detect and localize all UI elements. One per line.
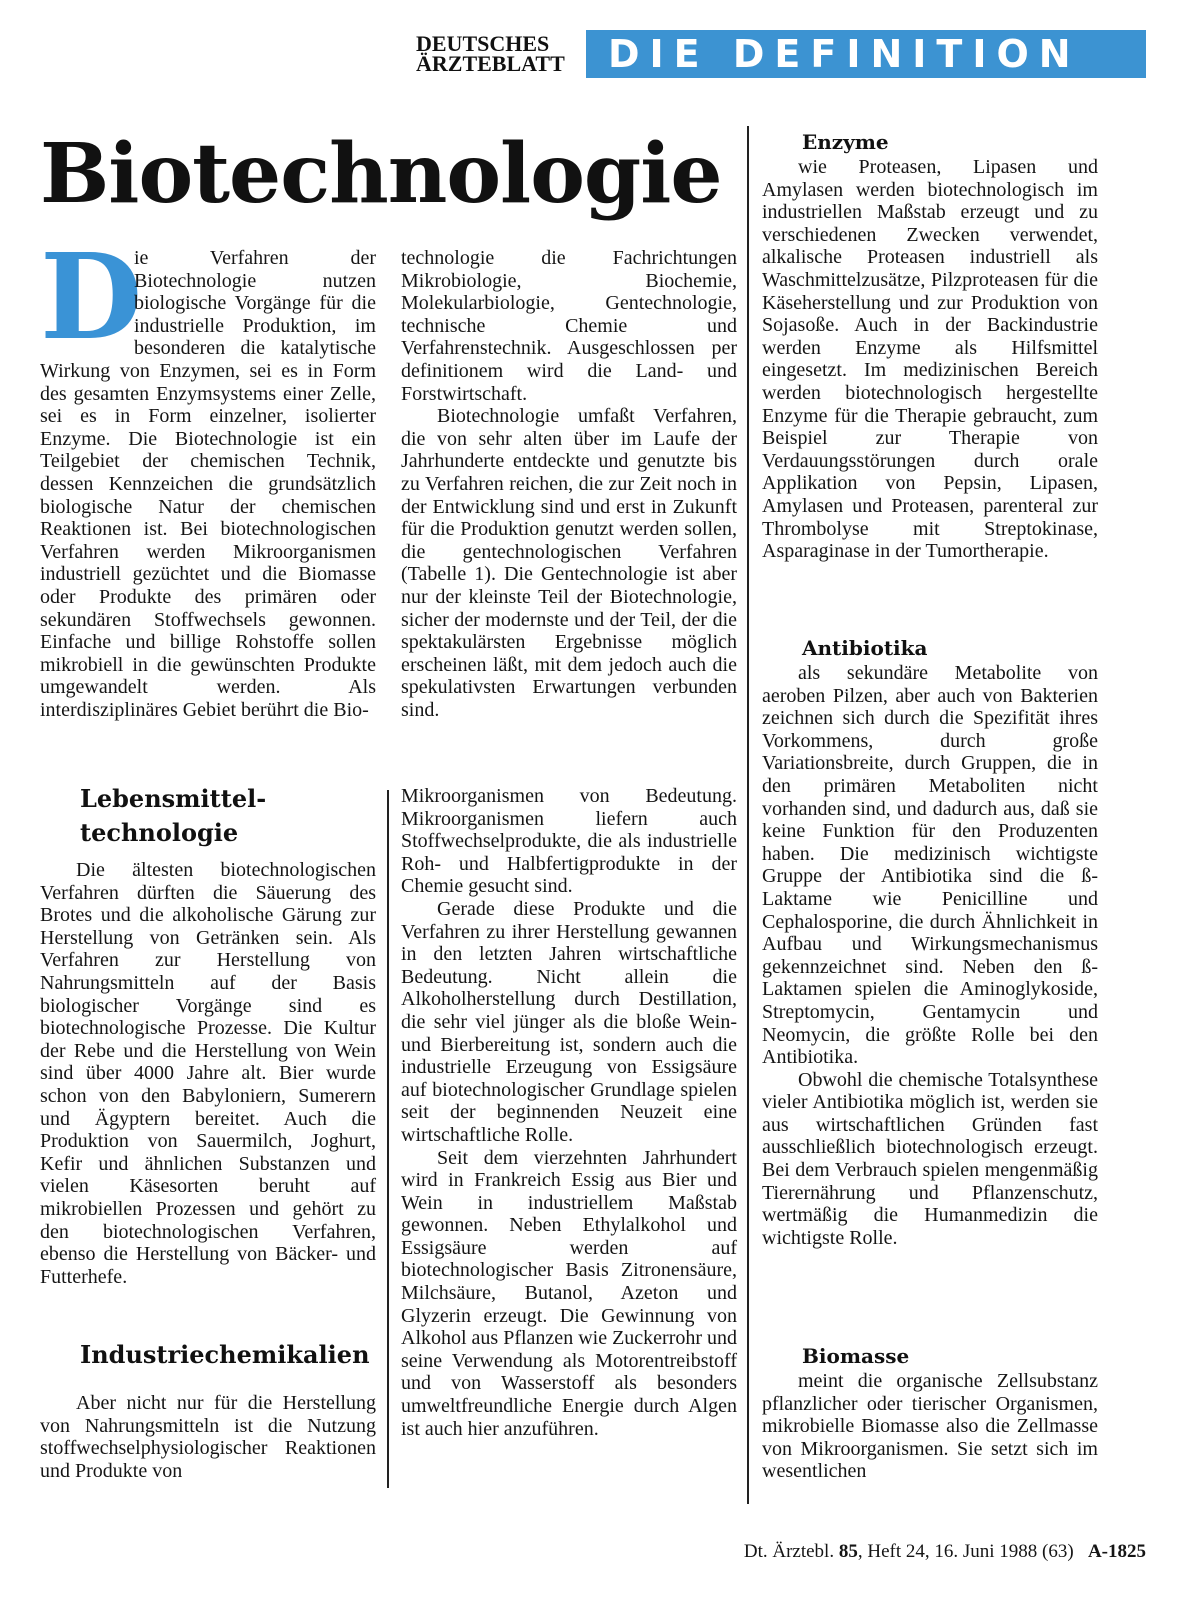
industrie-cont-text: Mikroorganismen von Bedeutung. Mikroorganismen liefern auch Stoffwechselprodukte, die als industrielle Roh- und Halbfertigprodukte in der Chemie gesucht sind.	[401, 785, 737, 898]
intro-cont-text: technologie die Fachrichtungen Mikrobiologie, Biochemie, Molekularbiologie, Gentechnologie, technische Chemie und Verfahrenstechnik. Ausgeschlossen per definitionem wird die Land- und Forstwirtschaft.	[401, 247, 737, 405]
journal-brand	[416, 31, 565, 76]
brand-line-2: ÄRZTEBLATT	[416, 51, 565, 76]
section-banner: DIE DEFINITION	[586, 30, 1146, 78]
heading-enzyme: Enzyme	[802, 130, 889, 154]
intro-second-paragraph: Biotechnologie umfaßt Verfahren, die von sehr alten über im Laufe der Jahrhunderte entdeckte und genutzte bis zu Verfahren reichen, die zur Zeit noch in der Entwicklung sind und erst in Zukunft für die Produktion genutzt werden sollen, die gentechnologischen Verfahren (Tabelle 1). Die Gentechnologie ist aber nur der kleinste Teil der Biotechnologie, sicher der modernste und der Teil, der die spektakulärsten Ergebnisse möglich erscheinen läßt, mit dem jedoch auch die spekulativsten Erwartungen verbunden sind.	[401, 405, 737, 721]
heading-antibiotika: Antibiotika	[802, 636, 928, 660]
industrie-paragraph-1	[40, 1392, 376, 1482]
intro-continuation	[401, 247, 737, 721]
enzyme-text: wie Proteasen, Lipasen und Amylasen werden biotechnologisch im industriellen Maßstab erzeugt und zu verschiedenen Zwecken verwendet, alkalische Proteasen industriell als Waschmittelzusätze, Pilzproteasen für die Käseherstellung und zur Produktion von Sojasoße. Auch in der Backindustrie werden Enzyme als Hilfsmittel eingesetzt. Im medizinischen Bereich werden biotechnologisch hergestellte Enzyme für die Therapie gebraucht, zum Beispiel zur Therapie von Verdauungsstörungen durch orale Applikation von Pepsin, Lipasen, Amylasen und Proteasen, parenteral zur Thrombolyse mit Streptokinase, Asparaginase in der Tumortherapie.	[762, 156, 1098, 563]
column-rule-right	[747, 126, 749, 1504]
biomasse-paragraph	[762, 1370, 1098, 1483]
page-title: Biotechnologie	[40, 126, 722, 222]
heading-biomasse: Biomasse	[802, 1344, 910, 1368]
column-rule-middle-lower	[387, 790, 389, 1488]
intro-text: ie Verfahren der Biotechnologie nutzen biologische Vorgänge für die industrielle Produktion, im besonderen die katalytische Wirkung von Enzymen, sei es in Form des gesamten Enzymsystems einer Zelle, sei es in Form einzelner, isolierter Enzyme. Die Biotechnologie ist ein Teilgebiet der chemischen Technik, dessen Kennzeichen die grundsätzlich biologische Natur der chemischen Reaktionen ist. Bei biotechnologischen Verfahren werden Mikroorganismen industriell gezüchtet und die Biomasse oder Produkte des primären oder sekundären Stoffwechsels gewonnen. Einfache und billige Rohstoffe sollen mikrobiell in die gewünschten Produkte umgewandelt werden. Als interdisziplinäres Gebiet berührt die Bio-	[40, 247, 376, 721]
heading-line-2: technologie	[80, 818, 239, 847]
industrie-text-3: Seit dem vierzehnten Jahrhundert wird in Frankreich Essig aus Bier und Wein in industriellem Maßstab gewonnen. Neben Ethylalkohol und Essigsäure werden auf biotechnologischer Basis Zitronensäure, Milchsäure, Butanol, Azeton und Glyzerin erzeugt. Die Gewinnung von Alkohol aus Pflanzen wie Zuckerrohr und seine Verwendung als Motorentreibstoff und von Wasserstoff als besonders umweltfreundliche Energie durch Algen ist auch hier anzuführen.	[401, 1146, 738, 1440]
footer-volume: 85	[838, 1541, 858, 1562]
brand-line-1: DEUTSCHES	[416, 31, 550, 56]
footer-journal: Dt. Ärztebl.	[743, 1541, 835, 1562]
lebensmittel-text: Die ältesten biotechnologischen Verfahren dürften die Säuerung des Brotes und die alkoholische Gärung zur Herstellung von Getränken sein. Als Verfahren zur Herstellung von Nahrungsmitteln auf der Basis biologischer Vorgänge sind es biotechnologische Prozesse. Die Kultur der Rebe und die Herstellung von Wein sind über 4000 Jahre alt. Bier wurde schon von den Babyloniern, Sumerern und Ägyptern bereitet. Auch die Produktion von Sauermilch, Joghurt, Kefir und ähnlichen Substanzen und vielen Käsesorten beruht auf mikrobiellen Prozessen und gehört zu den biotechnologischen Verfahren, ebenso die Herstellung von Bäcker- und Futterhefe.	[40, 859, 376, 1288]
antibiotika-text-1: als sekundäre Metabolite von aeroben Pilzen, aber auch von Bakterien zeichnen sich durch die Spezifität ihres Vorkommens, durch große Variationsbreite, durch Gruppen, die in den primären Metaboliten nicht vorhanden sind, und dadurch aus, daß sie keine Funktion für den Produzenten haben. Die medizinisch wichtigste Gruppe der Antibiotika sind die ß-Laktame wie Penicilline und Cephalosporine, die durch Ähnlichkeit in Aufbau und Wirkungsmechanismus gekennzeichnet sind. Neben den ß-Laktamen spielen die Aminoglykoside, Streptomycin, Gentamycin und Neomycin, die größte Rolle bei den Antibiotika.	[762, 662, 1098, 1069]
footer-issue: , Heft 24, 16. Juni 1988 (63)	[857, 1541, 1074, 1562]
masthead	[416, 30, 1146, 78]
heading-line-1: Lebensmittel-	[80, 784, 267, 813]
biomasse-text: meint die organische Zellsubstanz pflanzlicher oder tierischer Organismen, mikrobielle Biomasse also die Zellmasse von Mikroorganismen. Sie setzt sich im wesentlichen	[762, 1370, 1098, 1483]
industrie-text-2: Gerade diese Produkte und die Verfahren zu ihrer Herstellung gewannen in den letzten Jahren wirtschaftliche Bedeutung. Nicht allein die Alkoholherstellung durch Destillation, die sehr viel jünger als die bloße Wein- und Bierbereitung ist, sondern auch die industrielle Erzeugung von Essigsäure auf biotechnologischer Grundlage spielen seit der beginnenden Neuzeit eine wirtschaftliche Rolle.	[401, 897, 737, 1146]
footer-page-number: A-1825	[1087, 1541, 1146, 1562]
heading-industriechemikalien: Industriechemikalien	[80, 1340, 370, 1369]
industrie-continuation	[401, 785, 737, 1440]
industrie-text-1: Aber nicht nur für die Herstellung von Nahrungsmitteln ist die Nutzung stoffwechselphysiologischer Reaktionen und Produkte von	[40, 1392, 376, 1482]
enzyme-paragraph	[762, 156, 1098, 563]
antibiotika-text-2: Obwohl die chemische Totalsynthese vieler Antibiotika möglich ist, werden sie aus wirtschaftlichen Gründen fast ausschließlich biotechnologisch erzeugt. Bei dem Verbrauch spielen mengenmäßig Tierernährung und Pflanzenschutz, wertmäßig die Humanmedizin die wichtigste Rolle.	[762, 1068, 1098, 1249]
antibiotika-paragraph	[762, 662, 1098, 1249]
intro-paragraph	[40, 227, 376, 721]
drop-cap: D	[40, 227, 143, 366]
lebensmittel-paragraph	[40, 859, 376, 1288]
heading-lebensmitteltechnologie	[80, 782, 370, 850]
page-footer	[600, 1540, 1146, 1564]
